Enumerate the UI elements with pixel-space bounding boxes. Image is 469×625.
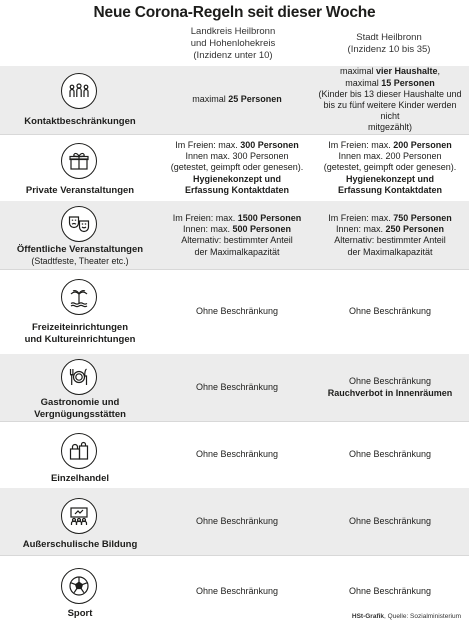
landkreis-cell: [158, 270, 316, 354]
page-title: Neue Corona-Regeln seit dieser Woche: [93, 4, 376, 21]
cell-line: [158, 213, 316, 224]
palm-beach-icon: [61, 279, 97, 315]
category-label-block: [0, 244, 160, 267]
table-row: [0, 134, 469, 201]
cell-line: Ohne Beschränkung: [348, 585, 432, 596]
column-header-line: Stadt Heilbronn: [356, 32, 422, 43]
cell-line: [314, 213, 466, 224]
cell-line: (Kinder bis 13 dieser Haushalte und: [318, 88, 462, 99]
landkreis-cell: [158, 556, 316, 611]
source-note: [352, 613, 461, 620]
shopping-bag-icon: [61, 433, 97, 469]
column-header-line: (Inzidenz unter 10): [193, 50, 273, 61]
cell-line: Alternativ: bestimmter Anteil: [181, 235, 293, 246]
soccer-ball-icon: [61, 568, 97, 604]
cell-line: (getestet, geimpft oder genesen).: [170, 162, 304, 173]
cell-text: Im Freien: max.: [328, 213, 394, 223]
category-label: Vergnügungsstätten: [34, 408, 126, 420]
cell-line: Innen max. 200 Personen: [338, 151, 442, 162]
category-cell: [0, 66, 160, 134]
category-cell: [0, 135, 160, 201]
table-row: [0, 488, 469, 555]
category-label: Sport: [67, 608, 93, 619]
cell-line: der Maximalkapazität: [194, 246, 280, 257]
cell-line: Ohne Beschränkung: [195, 515, 279, 526]
category-cell: [0, 422, 160, 488]
table-row: [0, 66, 469, 134]
cell-text: ,: [437, 66, 441, 77]
cell-line: Hygienekonzept und: [192, 173, 281, 184]
table-row: [0, 354, 469, 421]
cell-line: [314, 224, 466, 235]
cell-text: Innen: max.: [335, 224, 386, 235]
people-icon: [61, 73, 97, 109]
table-row: [0, 201, 469, 269]
stadt-cell: [314, 270, 466, 354]
classroom-icon: [61, 498, 97, 534]
cell-line: [158, 224, 316, 235]
column-header-stadt: [314, 32, 464, 56]
category-sublabel: (Stadtfeste, Theater etc.): [31, 255, 129, 266]
category-label: Außerschulische Bildung: [22, 539, 138, 550]
stadt-cell: [314, 422, 466, 488]
stadt-cell: [314, 201, 466, 269]
category-label: Freizeiteinrichtungen: [31, 322, 129, 333]
cell-line: Ohne Beschränkung: [348, 515, 432, 526]
cell-line: Ohne Beschränkung: [348, 449, 432, 460]
cell-bold-text: 25 Personen: [228, 94, 282, 105]
cell-text: maximal: [345, 77, 382, 88]
category-label: Private Veranstaltungen: [25, 185, 135, 196]
landkreis-cell: [158, 422, 316, 488]
cell-text: maximal: [192, 94, 229, 105]
cell-line: [314, 140, 466, 151]
gift-icon: [61, 143, 97, 179]
category-label-block: [0, 397, 160, 420]
category-label-block: [0, 322, 160, 345]
category-label: Öffentliche Veranstaltungen: [16, 244, 144, 255]
cell-line: Hygienekonzept und: [345, 173, 434, 184]
theater-masks-icon: [61, 206, 97, 242]
cell-line: Innen max. 300 Personen: [185, 151, 289, 162]
cell-line: Ohne Beschränkung: [195, 381, 279, 392]
cell-bold-text: 200 Personen: [393, 139, 452, 150]
cell-line: Rauchverbot in Innenräumen: [327, 387, 453, 398]
cell-line: [158, 140, 316, 151]
table-row: [0, 269, 469, 354]
cell-line: Ohne Beschränkung: [195, 306, 279, 317]
cell-line: Erfassung Kontaktdaten: [337, 184, 442, 195]
cell-line: Ohne Beschränkung: [348, 306, 432, 317]
source-credit: HSt-Grafik: [351, 613, 385, 620]
stadt-cell: [314, 488, 466, 555]
landkreis-cell: [158, 488, 316, 555]
cell-line: (getestet, geimpft oder genesen).: [323, 162, 457, 173]
stadt-cell: [314, 135, 466, 201]
cell-line: Alternativ: bestimmter Anteil: [334, 235, 446, 246]
cell-line: Ohne Beschränkung: [348, 376, 432, 387]
column-header-line: (Inzidenz 10 bis 35): [347, 44, 431, 55]
cell-bold-text: 750 Personen: [393, 213, 452, 223]
cell-line: [158, 94, 316, 105]
landkreis-cell: [158, 66, 316, 134]
category-label: Gastronomie und: [40, 397, 120, 408]
stadt-cell: [314, 354, 466, 421]
cell-bold-text: 15 Personen: [381, 77, 435, 88]
cell-line: [314, 78, 466, 89]
cell-bold-text: 300 Personen: [240, 139, 299, 150]
category-label: und Kultureinrichtungen: [24, 333, 136, 345]
category-cell: [0, 201, 160, 269]
cell-line: [314, 66, 466, 77]
cell-text: Innen: max.: [182, 224, 233, 235]
cell-text: Im Freien: max.: [172, 213, 238, 223]
cell-line: Ohne Beschränkung: [195, 585, 279, 596]
stadt-cell: [314, 556, 466, 611]
cell-bold-text: 1500 Personen: [237, 213, 302, 223]
category-cell: [0, 354, 160, 421]
landkreis-cell: [158, 135, 316, 201]
cell-line: mitgezählt): [367, 122, 412, 133]
plate-cutlery-icon: [61, 359, 97, 395]
cell-text: Im Freien: max.: [328, 139, 394, 150]
cell-text: maximal: [339, 66, 376, 77]
category-label: Einzelhandel: [50, 473, 110, 484]
category-cell: [0, 556, 160, 619]
cell-line: Ohne Beschränkung: [195, 449, 279, 460]
cell-bold-text: 250 Personen: [385, 224, 445, 235]
category-label: Kontaktbeschränkungen: [24, 116, 136, 127]
cell-text: Im Freien: max.: [175, 139, 241, 150]
landkreis-cell: [158, 201, 316, 269]
column-header-landkreis: [158, 26, 308, 62]
cell-line: der Maximalkapazität: [347, 246, 433, 257]
cell-line: Erfassung Kontaktdaten: [184, 184, 289, 195]
column-header-line: und Hohenlohekreis: [190, 38, 276, 49]
category-cell: [0, 488, 160, 555]
cell-line: bis zu fünf weitere Kinder werden nicht: [323, 100, 457, 122]
cell-bold-text: 500 Personen: [232, 224, 292, 235]
table-row: [0, 421, 469, 488]
cell-bold-text: vier Haushalte: [375, 66, 438, 77]
landkreis-cell: [158, 354, 316, 421]
stadt-cell: [314, 66, 466, 134]
source-text: , Quelle: Sozialministerium: [384, 613, 461, 620]
category-cell: [0, 270, 160, 354]
column-header-line: Landkreis Heilbronn: [190, 26, 276, 37]
